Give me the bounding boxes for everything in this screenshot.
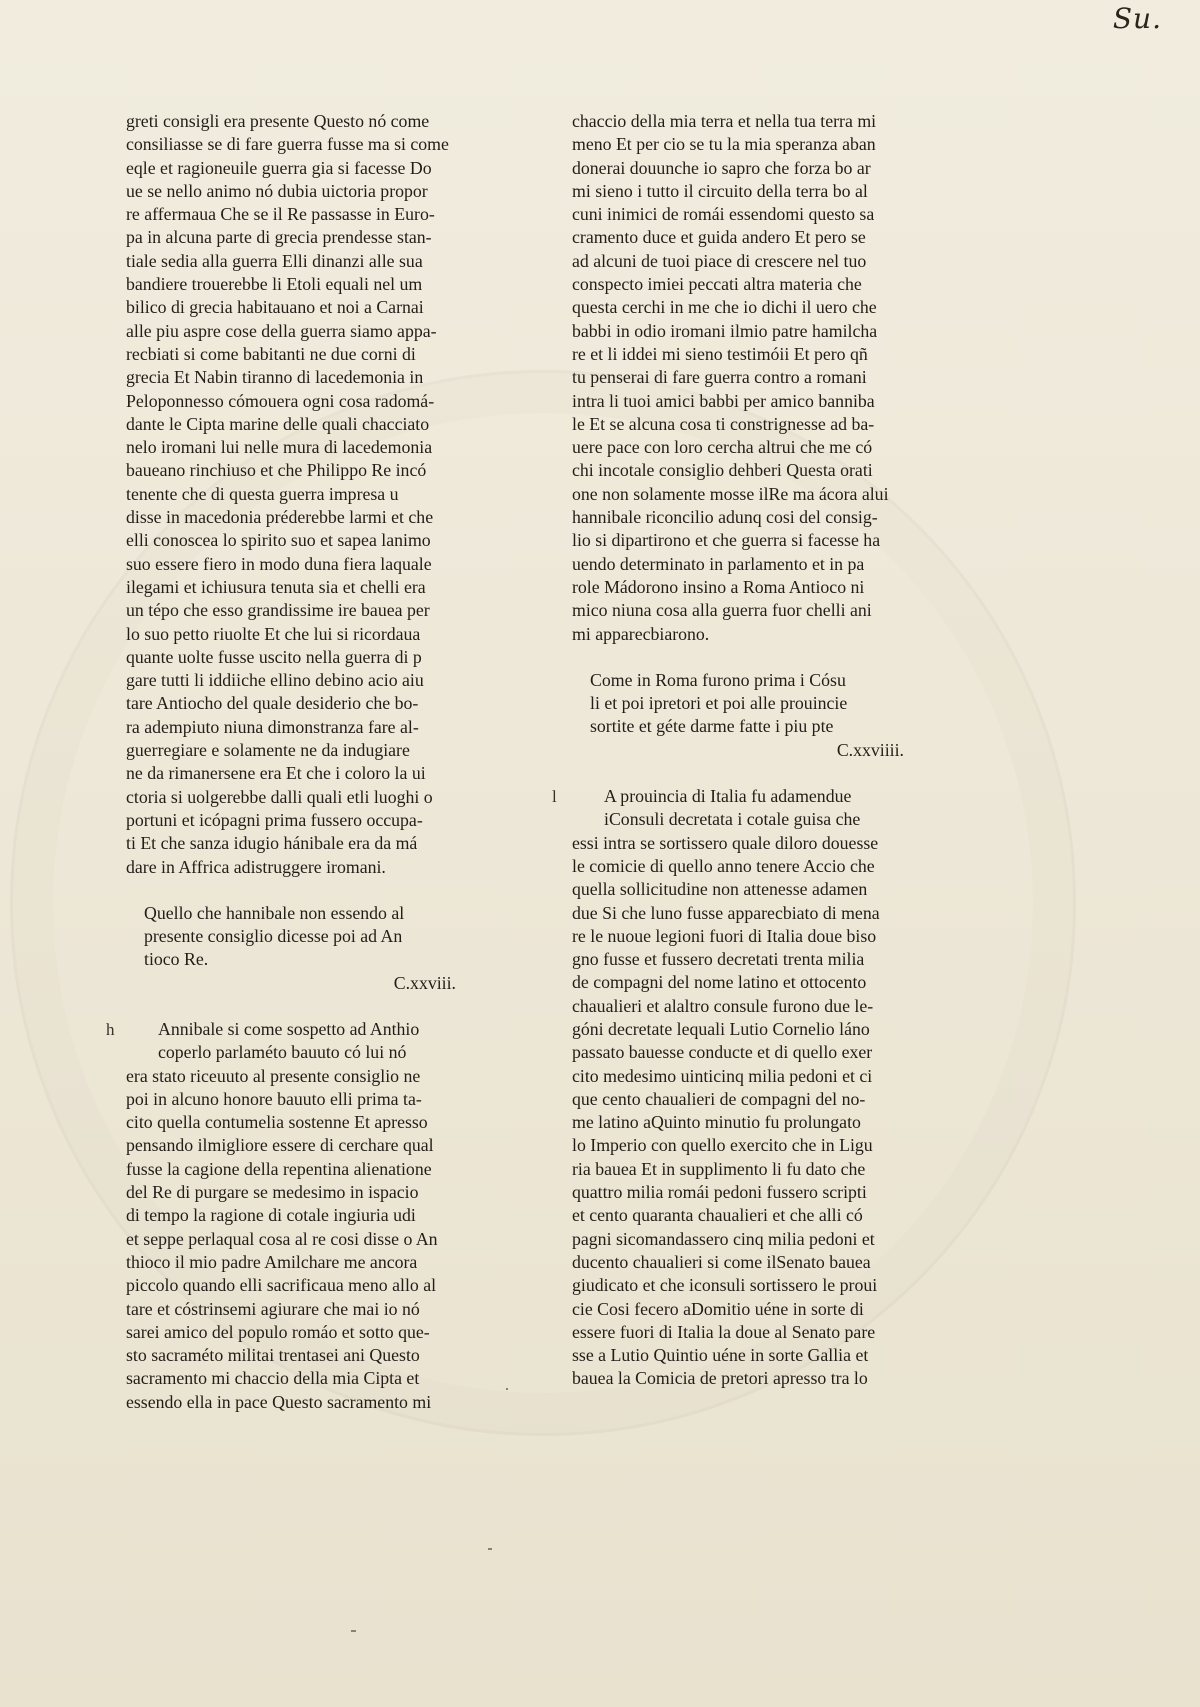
left-column: [106, 110, 486, 1414]
text-line: era stato riceuuto al presente consiglio ne: [126, 1065, 421, 1086]
text-line: thioco il mio padre Amilchare me ancora: [126, 1251, 418, 1272]
text-line: portuni et icópagni prima fussero occupa-: [126, 809, 423, 830]
guide-letter: h: [106, 1019, 115, 1039]
text-line: quante uolte fusse uscito nella guerra di p: [126, 646, 422, 667]
text-line: role Mádorono insino a Roma Antioco ni: [572, 576, 865, 597]
text-line: essere fuori di Italia la doue al Senato pare: [572, 1321, 876, 1342]
text-line: essendo ella in pace Questo sacramento mi: [126, 1391, 432, 1412]
chapter-body-start: [106, 1018, 486, 1414]
chapter-heading-28: [144, 902, 486, 995]
text-line: uere pace con loro cercha altrui che me có: [572, 437, 873, 458]
text-line: Peloponnesso cómouera ogni cosa radomá-: [126, 390, 435, 411]
text-line: ilegami et ichiusura tenuta sia et chelli era: [126, 576, 426, 597]
text-line: lo suo petto riuolte Et che lui si ricordaua: [126, 623, 421, 644]
text-line: elli conoscea lo spirito suo et sapea lanimo: [126, 530, 431, 551]
text-line: del Re di purgare se medesimo in ispacio: [126, 1182, 419, 1203]
text-line: gare tutti li iddiiche ellino debino acio aiu: [126, 670, 424, 691]
text-line: Annibale si come sospetto ad Anthio: [158, 1018, 420, 1039]
text-line: coperlo parlaméto bauuto có lui nó: [158, 1042, 407, 1063]
text-line: ctoria si uolgerebbe dalli quali etli luoghi o: [126, 786, 433, 807]
paper-speck: [506, 1388, 508, 1390]
text-line: alle piu aspre cose della guerra siamo appa-: [126, 320, 437, 341]
text-line: suo essere fiero in modo duna fiera laquale: [126, 553, 432, 574]
text-line: gno fusse et fussero decretati trenta milia: [572, 949, 865, 970]
text-line: pa in alcuna parte di grecia prendesse stan-: [126, 227, 432, 248]
right-text-block: [572, 110, 934, 646]
text-line: pagni sicomandassero cinq milia pedoni et: [572, 1228, 875, 1249]
text-line: greti consigli era presente Questo nó come: [126, 111, 430, 131]
text-line: fusse la cagione della repentina alienatione: [126, 1158, 432, 1179]
text-line: due Si che luno fusse apparecbiato di mena: [572, 902, 880, 923]
text-line: hannibale riconcilio adunq cosi del consig-: [572, 507, 878, 528]
text-line: ra adempiuto niuna dimonstranza fare al-: [126, 716, 419, 737]
text-line: consiliasse se di fare guerra fusse ma si come: [126, 134, 449, 155]
folio-mark: Su.: [1112, 2, 1162, 35]
text-line: et seppe perlaqual cosa al re cosi disse o An: [126, 1228, 438, 1249]
text-line: góni decretate lequali Lutio Cornelio láno: [572, 1018, 870, 1039]
text-line: tioco Re.: [144, 949, 209, 970]
text-line: chaualieri et alaltro consule furono due le-: [572, 995, 874, 1016]
text-line: piccolo quando elli sacrificaua meno allo al: [126, 1275, 437, 1296]
text-line: bandiere trouerebbe li Etoli equali nel um: [126, 274, 423, 295]
text-line: poi in alcuno honore bauuto elli prima ta-: [126, 1088, 422, 1109]
text-line: uendo determinato in parlamento et in pa: [572, 553, 865, 574]
left-text-block-b: [126, 1018, 486, 1414]
guide-letter: l: [552, 787, 557, 807]
text-line: ria bauea Et in supplimento li fu dato che: [572, 1158, 866, 1179]
text-line: A prouincia di Italia fu adamendue: [604, 786, 852, 807]
text-line: me latino aQuinto minutio fu prolungato: [572, 1112, 861, 1133]
text-line: essi intra se sortissero quale diloro douesse: [572, 832, 879, 853]
text-line: bauea la Comicia de pretori apresso tra lo: [572, 1368, 868, 1389]
text-line: questa cerchi in me che io dichi il uero che: [572, 297, 877, 318]
text-line: tu penserai di fare guerra contro a romani: [572, 367, 867, 388]
paper-speck: [488, 1548, 492, 1550]
text-line: presente consiglio dicesse poi ad An: [144, 926, 403, 947]
text-line: babbi in odio iromani ilmio patre hamilcha: [572, 320, 878, 341]
text-line: sortite et géte darme fatte i piu pte: [590, 716, 834, 737]
text-line: recbiati si come babitanti ne due corni di: [126, 343, 416, 364]
text-line: de compagni del nome latino et ottocento: [572, 972, 867, 993]
text-line: que cento chaualieri de compagni del no-: [572, 1088, 866, 1109]
text-line: ducento chaualieri si come ilSenato bauea: [572, 1251, 871, 1272]
text-line: bilico di grecia habitauano et noi a Carnai: [126, 297, 424, 318]
text-line: tare et cóstrinsemi agiurare che mai io nó: [126, 1298, 420, 1319]
text-line: Come in Roma furono prima i Cósu: [590, 669, 846, 690]
text-line: re affermaua Che se il Re passasse in Euro-: [126, 204, 435, 225]
text-line: nelo iromani lui nelle mura di lacedemonia: [126, 437, 433, 458]
text-line: quattro milia romái pedoni fussero scripti: [572, 1182, 867, 1203]
text-line: cramento duce et guida andero Et pero se: [572, 227, 866, 248]
text-line: ti Et che sanza idugio hánibale era da má: [126, 833, 418, 854]
text-line: le Et se alcuna cosa ti constrignesse ad ba-: [572, 413, 875, 434]
text-line: lio si dipartirono et che guerra si facesse ha: [572, 530, 881, 551]
text-line: re le nuoue legioni fuori di Italia doue biso: [572, 925, 877, 946]
paper-speck: [351, 1630, 356, 1632]
text-line: sto sacraméto militai trentasei ani Questo: [126, 1345, 420, 1366]
text-line: mi apparecbiarono.: [572, 623, 710, 644]
text-line: eqle et ragioneuile guerra gia si facesse Do: [126, 157, 432, 178]
text-line: un tépo che esso grandissime ire bauea per: [126, 600, 430, 621]
text-line: dare in Affrica adistruggere iromani.: [126, 856, 386, 877]
text-line: cie Cosi fecero aDomitio uéne in sorte di: [572, 1298, 864, 1319]
text-line: iConsuli decretata i cotale guisa che: [604, 809, 861, 830]
text-line: chaccio della mia terra et nella tua terra mi: [572, 111, 877, 131]
text-line: ne da rimanersene era Et che i coloro la ui: [126, 763, 426, 784]
chapter-number: C.xxviii.: [393, 972, 456, 993]
text-line: disse in macedonia préderebbe larmi et che: [126, 507, 434, 528]
text-line: donerai douunche io sapro che forza bo ar: [572, 157, 871, 178]
text-line: one non solamente mosse ilRe ma ácora alui: [572, 483, 889, 504]
text-line: intra li tuoi amici babbi per amico banniba: [572, 390, 875, 411]
text-line: giudicato et che iconsuli sortissero le proui: [572, 1275, 878, 1296]
text-line: lo Imperio con quello exercito che in Ligu: [572, 1135, 873, 1156]
text-line: mi sieno i tutto il circuito della terra bo al: [572, 180, 868, 201]
right-column: [552, 110, 934, 1391]
text-line: ue se nello animo nó dubia uictoria propor: [126, 180, 428, 201]
text-line: di tempo la ragione di cotale ingiuria udi: [126, 1205, 416, 1226]
text-line: sarei amico del populo romáo et sotto que-: [126, 1321, 430, 1342]
text-line: Quello che hannibale non essendo al: [144, 902, 405, 923]
text-line: cito medesimo uinticinq milia pedoni et ci: [572, 1065, 873, 1086]
text-line: quella sollicitudine non attenesse adamen: [572, 879, 868, 900]
chapter-body-start: [552, 785, 934, 1391]
text-line: tenente che di questa guerra impresa u: [126, 483, 399, 504]
chapter-number: C.xxviiii.: [836, 739, 904, 760]
text-line: ad alcuni de tuoi piace di crescere nel tuo: [572, 250, 867, 271]
text-line: grecia Et Nabin tiranno di lacedemonia in: [126, 367, 424, 388]
text-line: cito quella contumelia sostenne Et apresso: [126, 1112, 428, 1133]
text-line: conspecto imiei peccati altra materia che: [572, 274, 862, 295]
chapter-heading-29: [590, 669, 934, 762]
text-line: chi incotale consiglio dehberi Questa orati: [572, 460, 873, 481]
text-line: pensando ilmigliore essere di cerchare qual: [126, 1135, 434, 1156]
text-line: le comicie di quello anno tenere Accio che: [572, 855, 875, 876]
text-line: tiale sedia alla guerra Elli dinanzi alle sua: [126, 250, 423, 271]
text-line: li et poi ipretori et poi alle prouincie: [590, 693, 848, 714]
text-line: baueano rinchiuso et che Philippo Re incó: [126, 460, 427, 481]
text-line: cuni inimici de romái essendomi questo sa: [572, 204, 875, 225]
text-line: et cento quaranta chaualieri et che alli có: [572, 1205, 863, 1226]
text-line: sse a Lutio Quintio uéne in sorte Gallia et: [572, 1345, 869, 1366]
text-line: meno Et per cio se tu la mia speranza aban: [572, 134, 876, 155]
text-line: guerregiare e solamente ne da indugiare: [126, 740, 410, 761]
text-line: re et li iddei mi sieno testimóii Et pero qñ: [572, 343, 868, 364]
text-line: sacramento mi chaccio della mia Cipta et: [126, 1368, 420, 1389]
text-line: mico niuna cosa alla guerra fuor chelli ani: [572, 600, 872, 621]
text-line: passato bauesse conducte et di quello exer: [572, 1042, 873, 1063]
text-line: tare Antiocho del quale desiderio che bo-: [126, 693, 419, 714]
text-line: dante le Cipta marine delle quali chacciato: [126, 413, 430, 434]
right-text-block-b: [572, 785, 934, 1391]
left-text-block: [126, 110, 486, 879]
